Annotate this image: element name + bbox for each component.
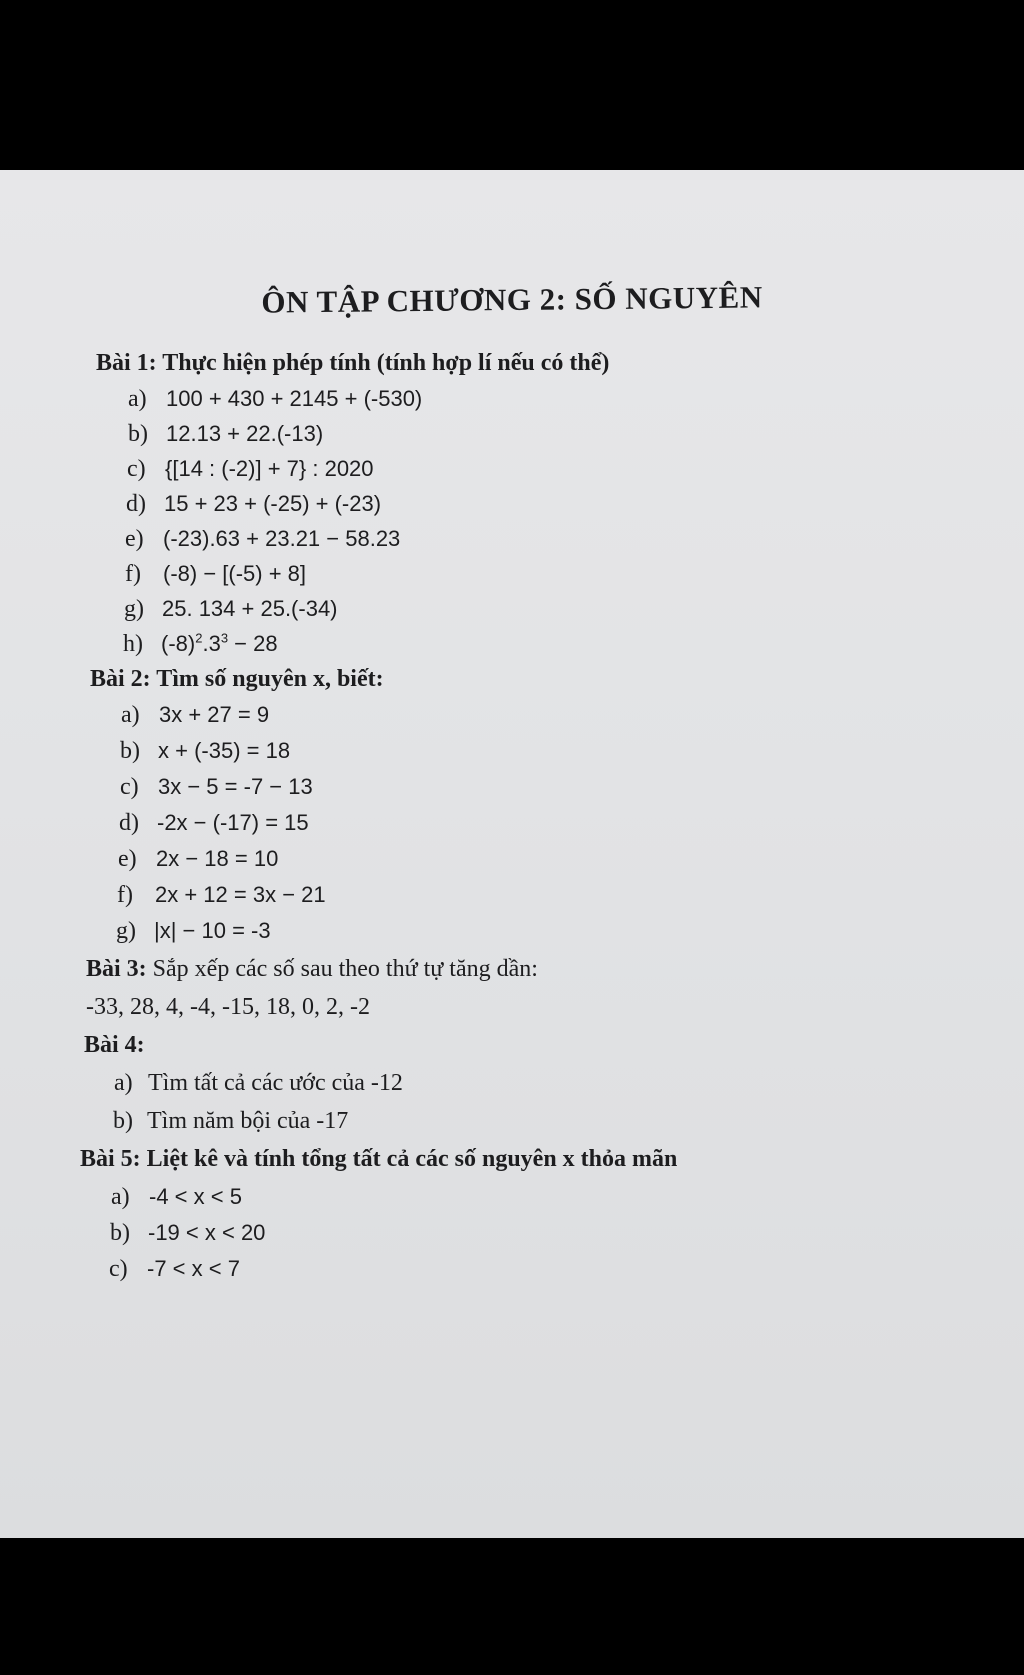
worksheet-paper [0,170,1024,1538]
exercise-1-item-b: b) 12.13 + 22.(-13) [128,421,324,447]
exercise-1-item-d: d) 15 + 23 + (-25) + (-23) [126,491,382,517]
exercise-2-item-e: e) 2x − 18 = 10 [118,846,279,872]
exercise-2-item-g: g) |x| − 10 = -3 [116,918,271,944]
exercise-1-item-c: c) {[14 : (-2)] + 7} : 2020 [127,456,374,482]
exercise-1-item-a: a) 100 + 430 + 2145 + (-530) [128,386,423,412]
exercise-1-item-g: g) 25. 134 + 25.(-34) [124,596,338,622]
exercise-1-heading: Bài 1: Thực hiện phép tính (tính hợp lí nếu có thể) [96,350,610,376]
exercise-2-item-b: b) x + (-35) = 18 [120,738,291,764]
exercise-1-item-e: e) (-23).63 + 23.21 − 58.23 [125,526,401,552]
exercise-2-heading: Bài 2: Tìm số nguyên x, biết: [90,666,384,692]
exercise-4-item-a: a) Tìm tất cả các ước của -12 [114,1070,403,1096]
exercise-1-item-h: h) $(-8)^2.3^3 - 28$ [123,631,278,658]
exercise-4-heading: Bài 4: [84,1032,145,1058]
exercise-5-heading: Bài 5: Liệt kê và tính tổng tất cả các số nguyên x thỏa mãn [80,1146,678,1172]
exercise-4-item-b: b) Tìm năm bội của -17 [113,1108,349,1134]
exercise-5-item-c: c) -7 < x < 7 [109,1256,240,1282]
exercise-2-item-f: f) 2x + 12 = 3x − 21 [117,882,326,908]
exercise-2-item-d: d) -2x − (-17) = 15 [119,810,309,836]
exercise-5-item-b: b) -19 < x < 20 [110,1220,266,1246]
exercise-2-item-c: c) 3x − 5 = -7 − 13 [120,774,313,800]
exercise-5-item-a: a) -4 < x < 5 [111,1184,242,1210]
exercise-3-number-list: -33, 28, 4, -4, -15, 18, 0, 2, -2 [86,994,370,1020]
exercise-1-item-f: f) (-8) − [(-5) + 8] [125,561,307,587]
exercise-2-item-a: a) 3x + 27 = 9 [121,702,270,728]
worksheet-title: ÔN TẬP CHƯƠNG 2: SỐ NGUYÊN [261,279,763,320]
exercise-3-heading: Bài 3: Sắp xếp các số sau theo thứ tự tăng dần: [86,956,538,982]
